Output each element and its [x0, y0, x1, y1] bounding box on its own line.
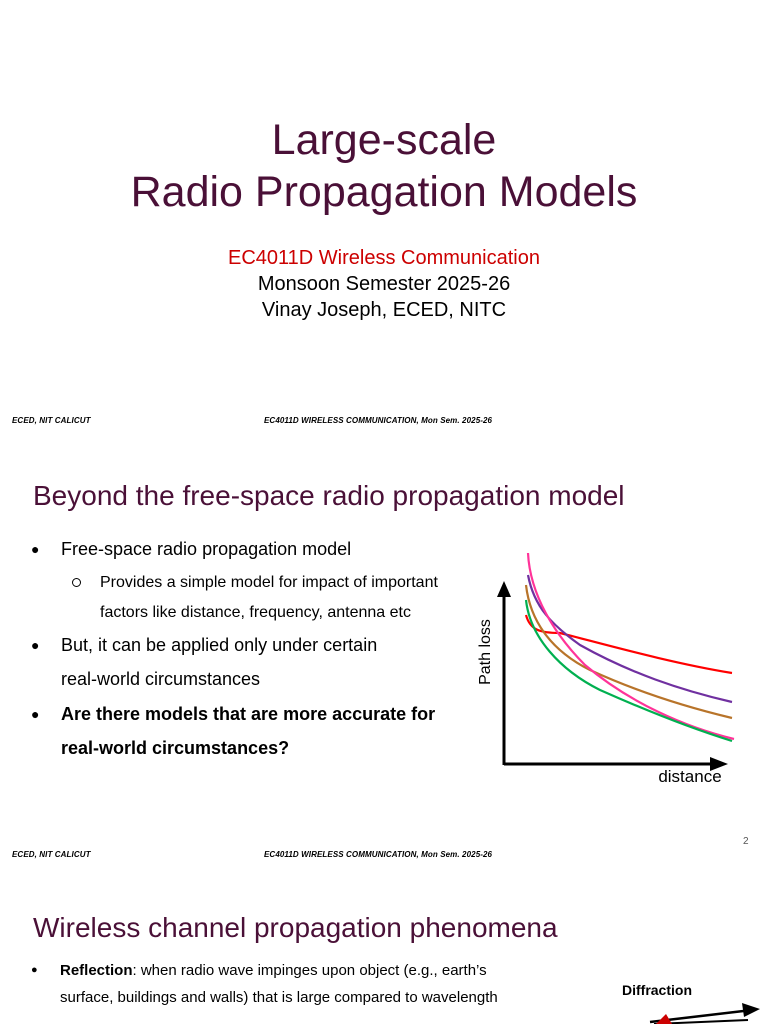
author: Vinay Joseph, ECED, NITC	[261, 299, 507, 321]
course-name: EC4011D Wireless Communication	[228, 247, 540, 269]
footer-center: EC4011D WIRELESS COMMUNICATION, Mon Sem. 2025-26	[264, 416, 493, 425]
page-number: 2	[743, 836, 749, 847]
bullet-3-line1: Are there models that are more accurate for	[61, 704, 436, 724]
slide-title-line2: Radio Propagation Models	[130, 168, 638, 216]
sub-bullet-circle	[72, 578, 81, 587]
slide-2-title: Beyond the free-space radio propagation model	[33, 480, 625, 511]
bullet-reflection-line2: surface, buildings and walls) that is large compared to wavelength	[60, 989, 498, 1006]
y-axis-label: Path loss	[477, 619, 494, 685]
curve-green	[526, 600, 732, 741]
slide-title-line1: Large-scale	[271, 116, 497, 164]
bullet-dot: ●	[31, 637, 40, 653]
x-axis-label: distance	[658, 767, 722, 786]
curve-red	[526, 615, 732, 673]
bullet-2-line2: real-world circumstances	[61, 669, 261, 689]
bullet-dot: ●	[31, 541, 40, 557]
bullet-reflection	[60, 961, 487, 981]
slide-3-title: Wireless channel propagation phenomena	[33, 912, 558, 943]
reflection-term: Reflection	[60, 962, 133, 979]
footer-center: EC4011D WIRELESS COMMUNICATION, Mon Sem. 2025-26	[264, 850, 493, 859]
y-axis-arrowhead	[497, 581, 511, 597]
bullet-dot: ●	[31, 964, 38, 976]
bullet-dot: ●	[31, 706, 40, 722]
footer-left: ECED, NIT CALICUT	[12, 416, 91, 425]
semester: Monsoon Semester 2025-26	[257, 273, 511, 295]
bullet-2-line1: But, it can be applied only under certain	[61, 635, 378, 655]
sub-bullet-1-line1: Provides a simple model for impact of important	[100, 574, 438, 591]
footer-left: ECED, NIT CALICUT	[12, 850, 91, 859]
bullet-1: Free-space radio propagation model	[61, 539, 352, 559]
sub-bullet-1-line2: factors like distance, frequency, antenna etc	[100, 604, 411, 621]
bullet-3-line2: real-world circumstances?	[61, 738, 290, 758]
path-loss-figure	[470, 545, 750, 790]
diffraction-label: Diffraction	[622, 982, 692, 998]
diffraction-figure	[636, 1000, 768, 1024]
reflection-text: : when radio wave impinges upon object (e.g., earth’s	[132, 962, 487, 979]
curve-purple	[528, 575, 732, 702]
ray-arrowhead	[742, 1003, 760, 1017]
